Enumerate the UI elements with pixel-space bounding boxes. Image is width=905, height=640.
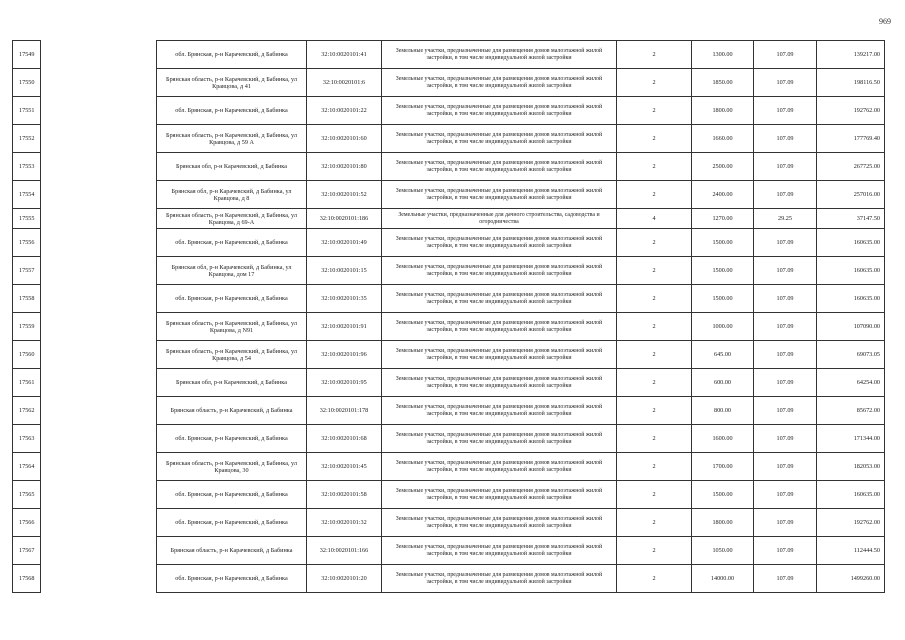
cadastral-value-cell: 160635.00: [817, 481, 885, 509]
row-id-cell: 17564: [13, 453, 41, 481]
table-row: [13, 481, 885, 509]
table-row: [13, 41, 885, 69]
specific-value-cell: 107.09: [754, 97, 817, 125]
area-cell: 1500.00: [692, 257, 754, 285]
spacer-cell: [41, 41, 157, 69]
land-use-cell: Земельные участки, предназначенные для размещения домов малоэтажной жилой застройки, в том числе индивидуальной жилой застройки: [382, 509, 617, 537]
address-cell: Брянская область, р-н Карачевский, д Бабинка, ул Кравцова, д 54: [157, 341, 307, 369]
category-code-cell: 2: [617, 153, 692, 181]
land-use-cell: Земельные участки, предназначенные для дачного строительства, садоводства и огородничества: [382, 209, 617, 229]
address-cell: обл. Брянская, р-н Карачевский, д Бабинка: [157, 509, 307, 537]
category-code-cell: 2: [617, 537, 692, 565]
category-code-cell: 4: [617, 209, 692, 229]
land-use-cell: Земельные участки, предназначенные для размещения домов малоэтажной жилой застройки, в том числе индивидуальной жилой застройки: [382, 153, 617, 181]
cadastral-value-cell: 192762.00: [817, 509, 885, 537]
cadastral-number-cell: 32:10:0020101:68: [307, 425, 382, 453]
area-cell: 1270.00: [692, 209, 754, 229]
cadastral-number-cell: 32:10:0020101:186: [307, 209, 382, 229]
cadastral-number-cell: 32:10:0020101:45: [307, 453, 382, 481]
land-use-cell: Земельные участки, предназначенные для размещения домов малоэтажной жилой застройки, в том числе индивидуальной жилой застройки: [382, 481, 617, 509]
table-row: [13, 565, 885, 593]
cadastral-value-cell: 160635.00: [817, 229, 885, 257]
address-cell: обл. Брянская, р-н Карачевский, д Бабинка: [157, 481, 307, 509]
cadastral-value-cell: 257016.00: [817, 181, 885, 209]
cadastral-value-cell: 139217.00: [817, 41, 885, 69]
specific-value-cell: 107.09: [754, 69, 817, 97]
area-cell: 600.00: [692, 369, 754, 397]
category-code-cell: 2: [617, 125, 692, 153]
spacer-cell: [41, 153, 157, 181]
category-code-cell: 2: [617, 481, 692, 509]
spacer-cell: [41, 425, 157, 453]
cadastral-value-cell: 267725.00: [817, 153, 885, 181]
spacer-cell: [41, 369, 157, 397]
address-cell: Брянская обл, р-н Карачевский, д Бабинка: [157, 369, 307, 397]
row-id-cell: 17557: [13, 257, 41, 285]
table-row: [13, 425, 885, 453]
area-cell: 1500.00: [692, 481, 754, 509]
spacer-cell: [41, 537, 157, 565]
specific-value-cell: 29.25: [754, 209, 817, 229]
row-id-cell: 17560: [13, 341, 41, 369]
category-code-cell: 2: [617, 369, 692, 397]
spacer-cell: [41, 313, 157, 341]
cadastral-value-cell: 198116.50: [817, 69, 885, 97]
cadastral-number-cell: 32:10:0020101:95: [307, 369, 382, 397]
table-row: [13, 125, 885, 153]
category-code-cell: 2: [617, 69, 692, 97]
area-cell: 1700.00: [692, 453, 754, 481]
cadastral-value-cell: 177769.40: [817, 125, 885, 153]
specific-value-cell: 107.09: [754, 565, 817, 593]
table-row: [13, 257, 885, 285]
address-cell: Брянская обл, р-н Карачевский, д Бабинка: [157, 153, 307, 181]
land-use-cell: Земельные участки, предназначенные для размещения домов малоэтажной жилой застройки, в том числе индивидуальной жилой застройки: [382, 313, 617, 341]
table-row: [13, 369, 885, 397]
specific-value-cell: 107.09: [754, 397, 817, 425]
row-id-cell: 17568: [13, 565, 41, 593]
address-cell: Брянская обл, р-н Карачевский, д Бабинка, ул Кравцова, д 8: [157, 181, 307, 209]
page-number: 969: [879, 17, 891, 26]
spacer-cell: [41, 285, 157, 313]
category-code-cell: 2: [617, 313, 692, 341]
spacer-cell: [41, 257, 157, 285]
row-id-cell: 17553: [13, 153, 41, 181]
row-id-cell: 17558: [13, 285, 41, 313]
table-row: [13, 397, 885, 425]
cadastral-number-cell: 32:10:0020101:91: [307, 313, 382, 341]
specific-value-cell: 107.09: [754, 341, 817, 369]
row-id-cell: 17551: [13, 97, 41, 125]
cadastral-value-cell: 112444.50: [817, 537, 885, 565]
cadastral-number-cell: 32:10:0020101:35: [307, 285, 382, 313]
cadastral-number-cell: 32:10:0020101:166: [307, 537, 382, 565]
land-cadastral-table-sheet: [12, 40, 884, 592]
cadastral-number-cell: 32:10:0020101:80: [307, 153, 382, 181]
land-use-cell: Земельные участки, предназначенные для размещения домов малоэтажной жилой застройки, в том числе индивидуальной жилой застройки: [382, 41, 617, 69]
area-cell: 1050.00: [692, 537, 754, 565]
area-cell: 1660.00: [692, 125, 754, 153]
land-use-cell: Земельные участки, предназначенные для размещения домов малоэтажной жилой застройки, в том числе индивидуальной жилой застройки: [382, 229, 617, 257]
table-row: [13, 97, 885, 125]
address-cell: обл. Брянская, р-н Карачевский, д Бабинка: [157, 565, 307, 593]
land-use-cell: Земельные участки, предназначенные для размещения домов малоэтажной жилой застройки, в том числе индивидуальной жилой застройки: [382, 285, 617, 313]
address-cell: обл. Брянская, р-н Карачевский, д Бабинка: [157, 285, 307, 313]
cadastral-value-cell: 160635.00: [817, 257, 885, 285]
area-cell: 1800.00: [692, 509, 754, 537]
specific-value-cell: 107.09: [754, 153, 817, 181]
cadastral-number-cell: 32:10:0020101:60: [307, 125, 382, 153]
category-code-cell: 2: [617, 425, 692, 453]
land-use-cell: Земельные участки, предназначенные для размещения домов малоэтажной жилой застройки, в том числе индивидуальной жилой застройки: [382, 425, 617, 453]
land-use-cell: Земельные участки, предназначенные для размещения домов малоэтажной жилой застройки, в том числе индивидуальной жилой застройки: [382, 369, 617, 397]
table-row: [13, 285, 885, 313]
row-id-cell: 17552: [13, 125, 41, 153]
land-use-cell: Земельные участки, предназначенные для размещения домов малоэтажной жилой застройки, в том числе индивидуальной жилой застройки: [382, 97, 617, 125]
row-id-cell: 17549: [13, 41, 41, 69]
cadastral-value-cell: 182053.00: [817, 453, 885, 481]
spacer-cell: [41, 69, 157, 97]
spacer-cell: [41, 481, 157, 509]
area-cell: 2400.00: [692, 181, 754, 209]
specific-value-cell: 107.09: [754, 425, 817, 453]
address-cell: Брянская область, р-н Карачевский, д Бабинка: [157, 397, 307, 425]
cadastral-number-cell: 32:10:0020101:15: [307, 257, 382, 285]
land-use-cell: Земельные участки, предназначенные для размещения домов малоэтажной жилой застройки, в том числе индивидуальной жилой застройки: [382, 257, 617, 285]
category-code-cell: 2: [617, 397, 692, 425]
area-cell: 1500.00: [692, 229, 754, 257]
row-id-cell: 17565: [13, 481, 41, 509]
table-row: [13, 509, 885, 537]
address-cell: Брянская область, р-н Карачевский, д Бабинка: [157, 537, 307, 565]
row-id-cell: 17550: [13, 69, 41, 97]
cadastral-value-cell: 192762.00: [817, 97, 885, 125]
row-id-cell: 17561: [13, 369, 41, 397]
land-use-cell: Земельные участки, предназначенные для размещения домов малоэтажной жилой застройки, в том числе индивидуальной жилой застройки: [382, 341, 617, 369]
land-use-cell: Земельные участки, предназначенные для размещения домов малоэтажной жилой застройки, в том числе индивидуальной жилой застройки: [382, 397, 617, 425]
specific-value-cell: 107.09: [754, 313, 817, 341]
table-row: [13, 537, 885, 565]
cadastral-number-cell: 32:10:0020101:20: [307, 565, 382, 593]
cadastral-value-cell: 64254.00: [817, 369, 885, 397]
cadastral-number-cell: 32:10:0020101:41: [307, 41, 382, 69]
spacer-cell: [41, 565, 157, 593]
area-cell: 645.00: [692, 341, 754, 369]
address-cell: Брянская область, р-н Карачевский, д Бабинка, ул Кравцова, 30: [157, 453, 307, 481]
specific-value-cell: 107.09: [754, 509, 817, 537]
area-cell: 1300.00: [692, 41, 754, 69]
address-cell: Брянская область, р-н Карачевский, д Бабинка, ул Кравцова, д 69-А: [157, 209, 307, 229]
row-id-cell: 17556: [13, 229, 41, 257]
specific-value-cell: 107.09: [754, 41, 817, 69]
row-id-cell: 17554: [13, 181, 41, 209]
table-row: [13, 229, 885, 257]
cadastral-number-cell: 32:10:0020101:22: [307, 97, 382, 125]
address-cell: Брянская область, р-н Карачевский, д Бабинка, ул Кравцова, д 59 А: [157, 125, 307, 153]
category-code-cell: 2: [617, 285, 692, 313]
cadastral-number-cell: 32:10:0020101:49: [307, 229, 382, 257]
specific-value-cell: 107.09: [754, 453, 817, 481]
land-use-cell: Земельные участки, предназначенные для размещения домов малоэтажной жилой застройки, в том числе индивидуальной жилой застройки: [382, 69, 617, 97]
table-row: [13, 209, 885, 229]
land-use-cell: Земельные участки, предназначенные для размещения домов малоэтажной жилой застройки, в том числе индивидуальной жилой застройки: [382, 125, 617, 153]
cadastral-number-cell: 32:10:0020101:52: [307, 181, 382, 209]
table-row: [13, 69, 885, 97]
area-cell: 1850.00: [692, 69, 754, 97]
table-body: [13, 41, 885, 593]
spacer-cell: [41, 125, 157, 153]
row-id-cell: 17559: [13, 313, 41, 341]
table-row: [13, 341, 885, 369]
category-code-cell: 2: [617, 41, 692, 69]
table-row: [13, 313, 885, 341]
area-cell: 1000.00: [692, 313, 754, 341]
spacer-cell: [41, 97, 157, 125]
area-cell: 1800.00: [692, 97, 754, 125]
category-code-cell: 2: [617, 565, 692, 593]
category-code-cell: 2: [617, 181, 692, 209]
row-id-cell: 17555: [13, 209, 41, 229]
cadastral-value-cell: 171344.00: [817, 425, 885, 453]
table-row: [13, 453, 885, 481]
category-code-cell: 2: [617, 509, 692, 537]
cadastral-value-cell: 107090.00: [817, 313, 885, 341]
area-cell: 2500.00: [692, 153, 754, 181]
category-code-cell: 2: [617, 257, 692, 285]
land-use-cell: Земельные участки, предназначенные для размещения домов малоэтажной жилой застройки, в том числе индивидуальной жилой застройки: [382, 537, 617, 565]
cadastral-value-cell: 1499260.00: [817, 565, 885, 593]
land-use-cell: Земельные участки, предназначенные для размещения домов малоэтажной жилой застройки, в том числе индивидуальной жилой застройки: [382, 453, 617, 481]
spacer-cell: [41, 181, 157, 209]
address-cell: обл. Брянская, р-н Карачевский, д Бабинка: [157, 41, 307, 69]
spacer-cell: [41, 229, 157, 257]
cadastral-number-cell: 32:10:0020101:178: [307, 397, 382, 425]
specific-value-cell: 107.09: [754, 481, 817, 509]
table-row: [13, 181, 885, 209]
address-cell: Брянская область, р-н Карачевский, д Бабинка, ул Кравцова, д 41: [157, 69, 307, 97]
cadastral-number-cell: 32:10:0020101:32: [307, 509, 382, 537]
row-id-cell: 17567: [13, 537, 41, 565]
specific-value-cell: 107.09: [754, 181, 817, 209]
specific-value-cell: 107.09: [754, 125, 817, 153]
address-cell: обл. Брянская, р-н Карачевский, д Бабинка: [157, 229, 307, 257]
cadastral-value-cell: 160635.00: [817, 285, 885, 313]
row-id-cell: 17566: [13, 509, 41, 537]
spacer-cell: [41, 209, 157, 229]
cadastral-value-cell: 37147.50: [817, 209, 885, 229]
cadastral-number-cell: 32:10:0020101:96: [307, 341, 382, 369]
category-code-cell: 2: [617, 341, 692, 369]
specific-value-cell: 107.09: [754, 537, 817, 565]
cadastral-value-cell: 69073.05: [817, 341, 885, 369]
land-use-cell: Земельные участки, предназначенные для размещения домов малоэтажной жилой застройки, в том числе индивидуальной жилой застройки: [382, 565, 617, 593]
address-cell: обл. Брянская, р-н Карачевский, д Бабинка: [157, 97, 307, 125]
specific-value-cell: 107.09: [754, 285, 817, 313]
row-id-cell: 17562: [13, 397, 41, 425]
specific-value-cell: 107.09: [754, 229, 817, 257]
category-code-cell: 2: [617, 97, 692, 125]
land-use-cell: Земельные участки, предназначенные для размещения домов малоэтажной жилой застройки, в том числе индивидуальной жилой застройки: [382, 181, 617, 209]
area-cell: 14000.00: [692, 565, 754, 593]
address-cell: Брянская обл, р-н Карачевский, д Бабинка, ул Кравцова, дом 17: [157, 257, 307, 285]
area-cell: 1600.00: [692, 425, 754, 453]
cadastral-number-cell: 32:10:0020101:58: [307, 481, 382, 509]
spacer-cell: [41, 509, 157, 537]
spacer-cell: [41, 453, 157, 481]
address-cell: обл. Брянская, р-н Карачевский, д Бабинка: [157, 425, 307, 453]
cadastral-number-cell: 32:10:0020101:6: [307, 69, 382, 97]
category-code-cell: 2: [617, 229, 692, 257]
cadastral-value-cell: 85672.00: [817, 397, 885, 425]
table-row: [13, 153, 885, 181]
specific-value-cell: 107.09: [754, 369, 817, 397]
spacer-cell: [41, 397, 157, 425]
land-cadastral-table: [12, 40, 885, 593]
area-cell: 800.00: [692, 397, 754, 425]
address-cell: Брянская область, р-н Карачевский, д Бабинка, ул Кравцова, д N91: [157, 313, 307, 341]
spacer-cell: [41, 341, 157, 369]
specific-value-cell: 107.09: [754, 257, 817, 285]
area-cell: 1500.00: [692, 285, 754, 313]
category-code-cell: 2: [617, 453, 692, 481]
row-id-cell: 17563: [13, 425, 41, 453]
